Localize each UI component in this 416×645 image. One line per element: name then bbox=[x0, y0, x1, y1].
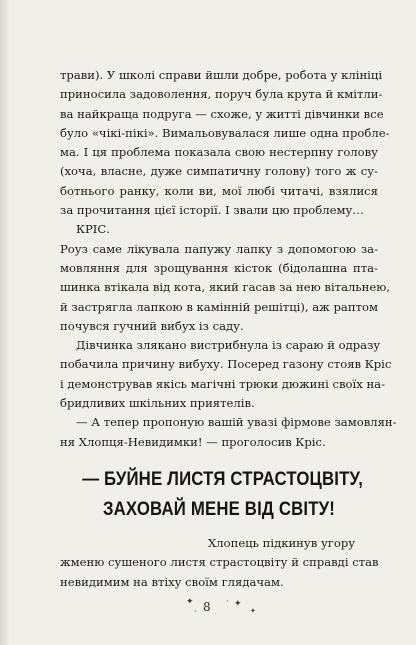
paragraph-5 bbox=[60, 534, 378, 592]
text-line: трави). У школі справи йшли добре, робота у клініці bbox=[60, 68, 383, 82]
text-line: за прочитання цієї історії. І звали цю проблему… bbox=[60, 203, 364, 218]
paragraph-1 bbox=[60, 66, 390, 220]
text-line: (хоча, власне, дуже симпатичну голову) того ж су- bbox=[60, 164, 378, 179]
body-text bbox=[60, 66, 397, 592]
star-icon: ✦ bbox=[234, 599, 242, 609]
text-line: бридливих шкільних приятелів. bbox=[60, 396, 255, 411]
text-line: почувся гучний вибух із саду. bbox=[60, 318, 244, 333]
paragraph-2 bbox=[60, 240, 391, 336]
text-line: було «чікі-пікі». Вимальовувалася лише одна пробле- bbox=[60, 125, 390, 140]
text-line: Роуз саме лікувала папужу лапку з допомогою за- bbox=[60, 241, 378, 256]
page-footer bbox=[0, 598, 416, 622]
text-line: шинка втікала від кота, який гасав за нею вітальнею, bbox=[60, 280, 391, 295]
star-icon: ✦ bbox=[250, 607, 256, 615]
spell-line: — БУЙНЕ ЛИСТЯ СТРАСТОЦВІТУ, bbox=[82, 467, 364, 490]
text-line: жменю сушеного листя страстоцвіту й справді став bbox=[60, 555, 379, 570]
spell-heading bbox=[82, 464, 364, 524]
dot-icon: · bbox=[226, 597, 229, 606]
dot-icon: · bbox=[194, 607, 197, 616]
text-line: побачила причину вибуху. Посеред газону стояв Кріс bbox=[60, 357, 392, 372]
text-line: ма. І ця проблема показала свою нестерпну голову bbox=[60, 145, 378, 160]
text-line: ва найкраща подруга — схоже, у житті дівчинки все bbox=[60, 106, 384, 121]
text-line: Хлопець підкинув угору bbox=[208, 535, 356, 550]
star-icon: ✦ bbox=[186, 597, 194, 607]
text-line: приносила задоволення, поруч була крута й кмітли- bbox=[60, 87, 383, 102]
page-number: 8 bbox=[203, 600, 211, 614]
text-line: ботнього ранку, коли ви, мої любі читачі, взялися bbox=[60, 183, 378, 198]
text-line: й застрягла лапкою в камінній решітці), аж раптом bbox=[60, 299, 378, 314]
text-line: і демонстрував якісь магічні трюки дюжині своїх на- bbox=[60, 376, 385, 391]
paragraph-4 bbox=[60, 413, 397, 452]
text-line: — А тепер пропоную вашій увазі фірмове замовлян- bbox=[76, 415, 397, 430]
text-line: невидимим на втіху своїм глядачам. bbox=[60, 574, 284, 589]
name-line: КРІС. bbox=[76, 222, 110, 237]
text-line: Дівчинка злякано вистрибнула із сараю й одразу bbox=[76, 338, 381, 353]
spell-line: ЗАХОВАЙ МЕНЕ ВІД СВІТУ! bbox=[102, 497, 336, 520]
paragraph-3 bbox=[60, 336, 392, 413]
text-line: мовляння для зрощування кісток (бідолашна пта- bbox=[60, 260, 378, 275]
text-line: ня Хлопця-Невидимки! — проголосив Кріс. bbox=[60, 434, 326, 449]
